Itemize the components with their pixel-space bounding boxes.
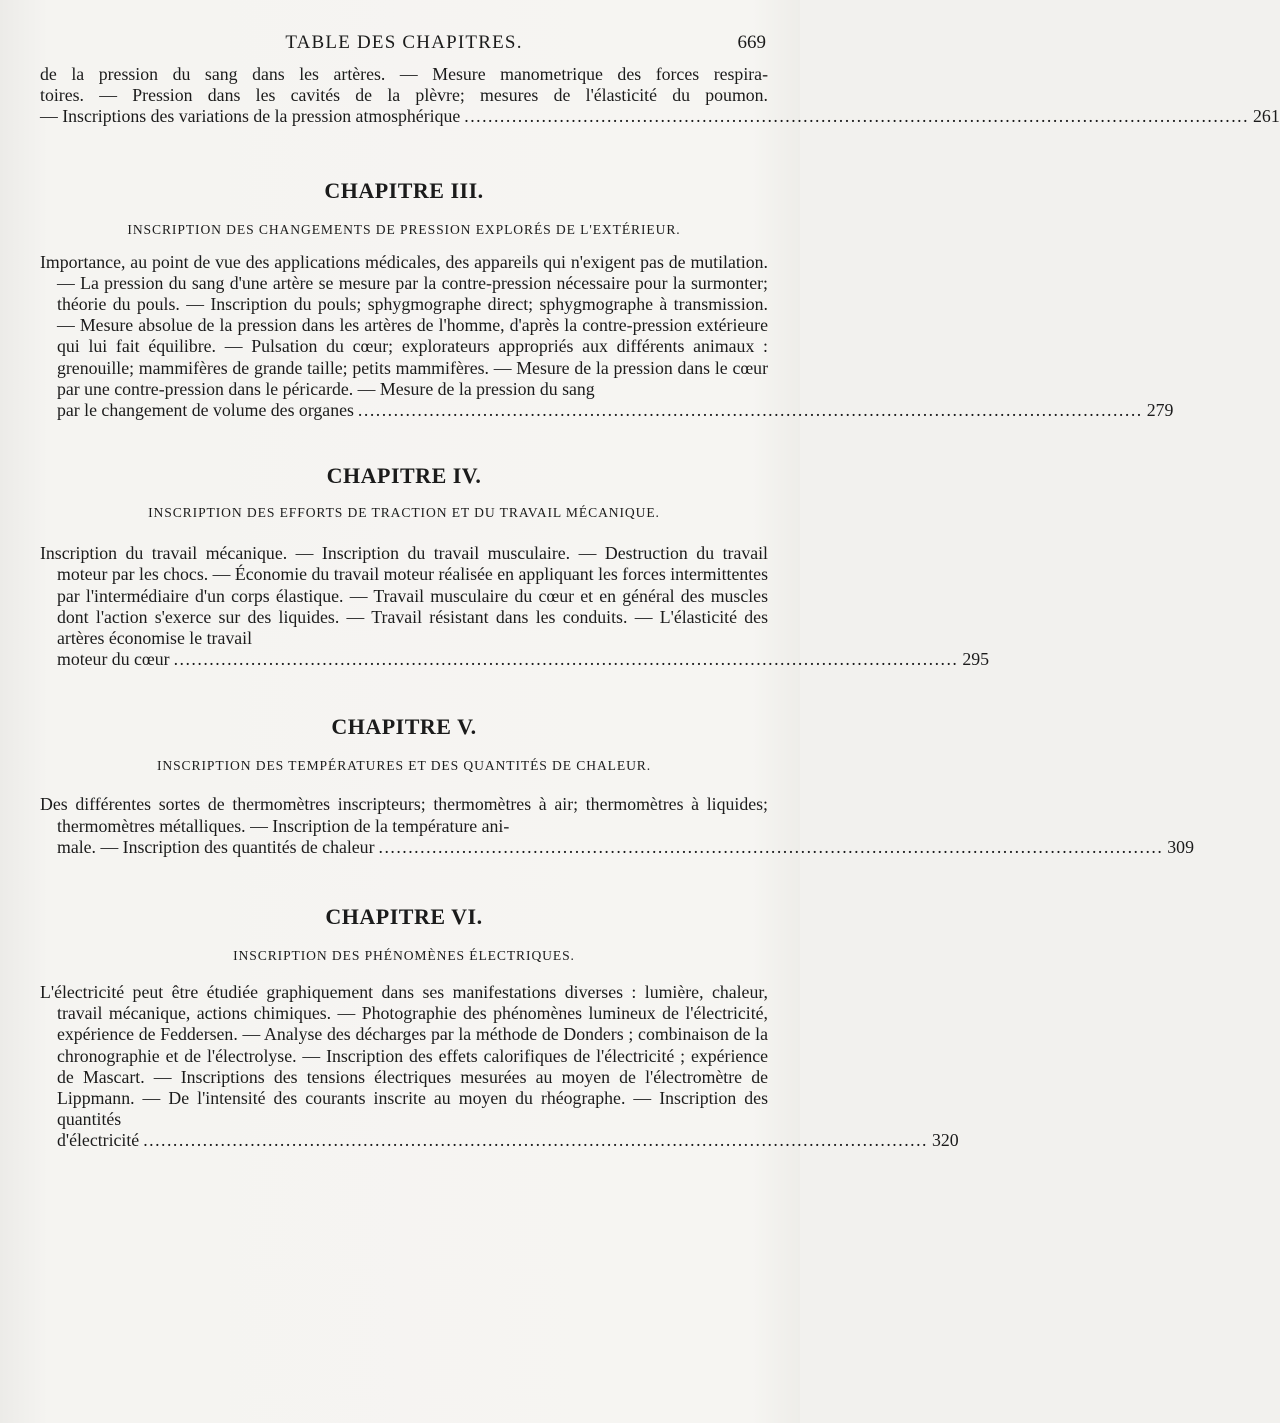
chapter-5 xyxy=(40,714,1194,858)
chapter-title: CHAPITRE VI. xyxy=(325,904,483,930)
chapter-3 xyxy=(40,177,1174,422)
chapter-leader xyxy=(40,400,1174,421)
page-header xyxy=(40,32,768,58)
chapter-leader xyxy=(40,1130,959,1151)
chapter-subtitle: INSCRIPTION DES PHÉNOMÈNES ÉLECTRIQUES. xyxy=(233,948,575,964)
table-of-contents xyxy=(40,64,1280,1152)
chapter-title: CHAPITRE V. xyxy=(331,714,477,740)
chapter-leader xyxy=(40,649,990,670)
chapter-title: CHAPITRE III. xyxy=(324,177,484,203)
leader-text: — Inscriptions des variations de la pression atmosphérique xyxy=(40,106,461,127)
chapter-summary xyxy=(40,982,959,1152)
chapter-leader xyxy=(40,836,1194,858)
leader-page-number: 261 xyxy=(1253,106,1280,127)
intro-line-1: de la pression du sang dans les artères. — Mesure manometrique des forces respira- xyxy=(40,64,768,84)
leader-text: male. — Inscription des quantités de chaleur xyxy=(57,836,375,857)
chapter-summary-text: Importance, au point de vue des applications médicales, des appareils qui n'exigent pas de mutilation. — La pression du sang d'une artère se mesure par la contre-pression nécessaire pour la surmonter; théorie du pouls. — Inscription du pouls; sphygmographe direct; sphygmographe à transmission. — Mesure absolue de la pression dans les artères de l'homme, d'après la contre-pression extérieure qui lui fait équilibre. — Pulsation du cœur; explorateurs appropriés aux différents animaux : grenouille; mammifères de grande taille; petits mammifères. — Mesure de la pression dans le cœur par une contre-pression dans le péricarde. — Mesure de la pression du sang xyxy=(40,251,768,399)
leader-text: moteur du cœur xyxy=(57,649,170,670)
chapter-4 xyxy=(40,463,990,670)
leader-page-number: 320 xyxy=(931,1130,959,1151)
intro-leader xyxy=(40,106,1280,127)
chapter-title: CHAPITRE IV. xyxy=(326,463,482,489)
dot-leader: .................................................................................................................................... xyxy=(378,836,1164,857)
dot-leader: .................................................................................................................................... xyxy=(143,1130,928,1151)
chapter-summary xyxy=(40,543,990,670)
chapter-summary xyxy=(40,794,1194,858)
chapter-subtitle: INSCRIPTION DES EFFORTS DE TRACTION ET DU TRAVAIL MÉCANIQUE. xyxy=(148,505,660,521)
chapter-summary-text: Inscription du travail mécanique. — Inscription du travail musculaire. — Destruction du travail moteur par les chocs. — Économie du travail moteur réalisée en appliquant les forces intermittentes par l'intermédiaire d'un corps élastique. — Travail musculaire du cœur et en général des muscles dont l'action s'exerce sur des liquides. — Travail résistant dans les conduits. — L'élasticité des artères économise le travail xyxy=(40,543,768,649)
page-number: 669 xyxy=(737,32,766,53)
chapter-subtitle: INSCRIPTION DES TEMPÉRATURES ET DES QUANTITÉS DE CHALEUR. xyxy=(156,758,652,774)
intro-entry xyxy=(40,64,1280,128)
dot-leader: .................................................................................................................................... xyxy=(357,400,1143,421)
intro-line-2: toires. — Pression dans les cavités de la plèvre; mesures de l'élasticité du poumon. xyxy=(40,85,768,106)
dot-leader: .................................................................................................................................... xyxy=(464,106,1250,127)
chapter-summary-text: L'électricité peut être étudiée graphiquement dans ses manifestations diverses : lumière, chaleur, travail mécanique, actions chimiques. — Photographie des phénomènes lumineux de l'électricité, expérience de Feddersen. — Analyse des décharges par la méthode de Donders ; combinaison de la chronographie et de l'électrolyse. — Inscription des effets calorifiques de l'électricité ; expérience de Mascart. — Inscriptions des tensions électriques mesurées au moyen de l'électromètre de Lippmann. — De l'intensité des courants inscrite au moyen du rhéographe. — Inscription des quantités xyxy=(40,982,768,1130)
leader-page-number: 295 xyxy=(962,649,990,670)
leader-page-number: 309 xyxy=(1167,836,1194,857)
leader-page-number: 279 xyxy=(1146,400,1174,421)
running-title: TABLE DES CHAPITRES. xyxy=(285,32,523,53)
leader-text: d'électricité xyxy=(57,1130,140,1151)
chapter-subtitle: INSCRIPTION DES CHANGEMENTS DE PRESSION EXPLORÉS DE L'EXTÉRIEUR. xyxy=(127,221,681,237)
leader-text: par le changement de volume des organes xyxy=(57,400,354,421)
dot-leader: .................................................................................................................................... xyxy=(173,649,959,670)
chapter-6 xyxy=(40,904,959,1152)
chapter-summary xyxy=(40,251,1174,422)
chapter-summary-text: Des différentes sortes de thermomètres inscripteurs; thermomètres à air; thermomètres à liquides; thermomètres métalliques. — Inscription de la température ani- xyxy=(40,794,768,836)
